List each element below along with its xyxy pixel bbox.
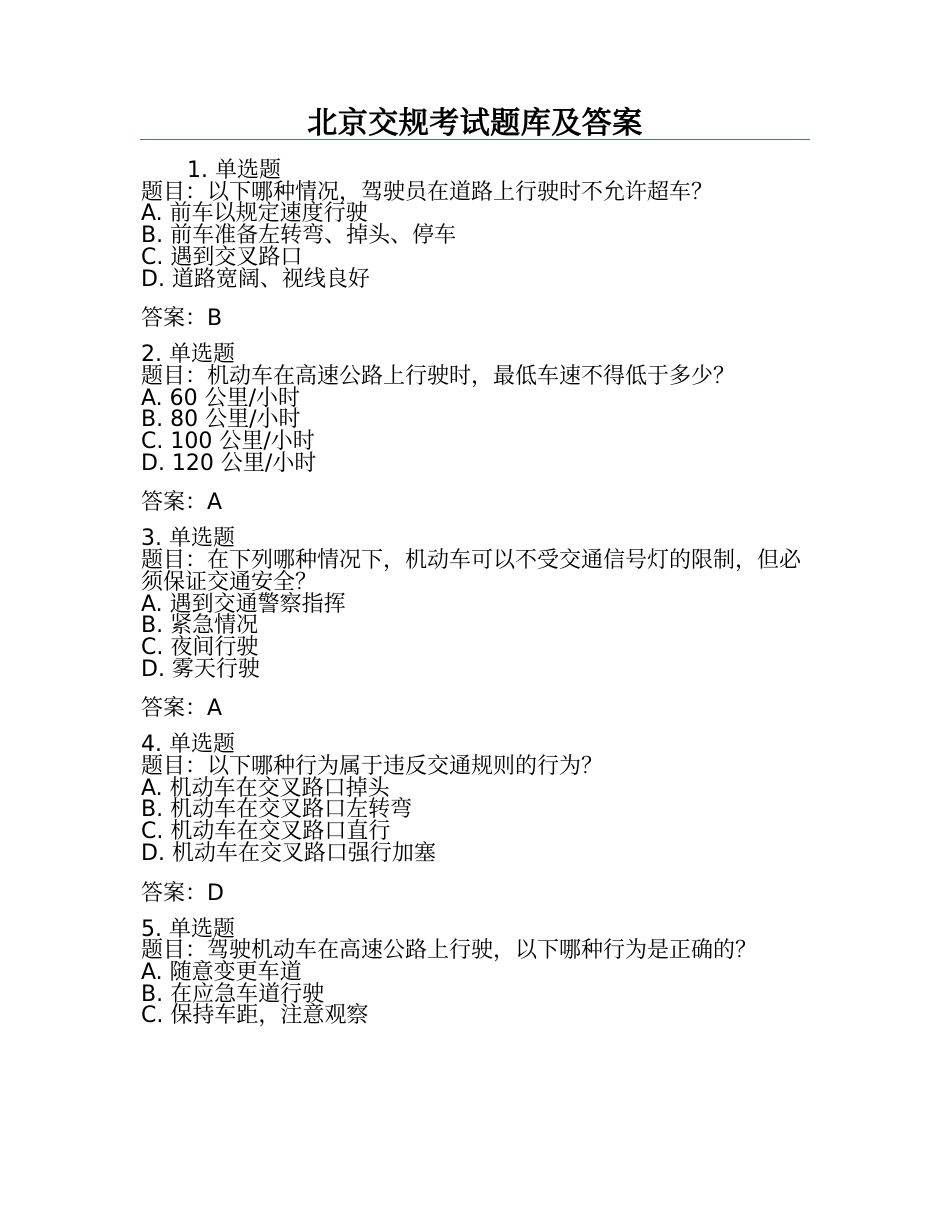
question-stem: 题目：以下哪种行为属于违反交通规则的行为？: [141, 754, 604, 780]
option-c: C. 保持车距，注意观察: [141, 1003, 369, 1029]
question-type: 5. 单选题: [141, 916, 235, 942]
question-5: [141, 916, 801, 1029]
question-list: [141, 160, 801, 1041]
option-a: A. 前车以规定速度行驶: [141, 201, 368, 227]
question-type: 4. 单选题: [141, 732, 235, 758]
option-d: D. 机动车在交叉路口强行加塞: [141, 840, 436, 866]
answer-text: 答案：A: [141, 696, 223, 722]
question-type: 2. 单选题: [141, 342, 235, 368]
option-b: B. 前车准备左转弯、掉头、停车: [141, 223, 457, 249]
option-b: B. 紧急情况: [141, 613, 259, 639]
option-c: C. 机动车在交叉路口直行: [141, 819, 391, 845]
question-stem: 题目：在下列哪种情况下，机动车可以不受交通信号灯的限制，但必须保证交通安全？: [141, 548, 802, 595]
question-2: [141, 344, 801, 514]
option-d: D. 120 公里/小时: [141, 450, 317, 476]
option-d: D. 道路宽阔、视线良好: [141, 266, 370, 292]
option-a: A. 60 公里/小时: [141, 385, 301, 411]
option-a: A. 遇到交通警察指挥: [141, 591, 346, 617]
title-underline: [140, 139, 810, 140]
question-type: 1. 单选题: [187, 158, 281, 183]
question-stem: 题目：以下哪种情况，驾驶员在道路上行驶时不允许超车？: [141, 179, 714, 205]
question-3: [141, 528, 801, 720]
question-type: 3. 单选题: [141, 526, 235, 552]
question-4: [141, 734, 801, 904]
document-title: 北京交规考试题库及答案: [307, 106, 643, 141]
question-stem: 题目：机动车在高速公路上行驶时，最低车速不得低于多少？: [141, 363, 736, 389]
option-c: C. 遇到交叉路口: [141, 244, 303, 270]
answer-text: 答案：D: [141, 880, 224, 906]
option-c: C. 夜间行驶: [141, 634, 259, 660]
option-a: A. 机动车在交叉路口掉头: [141, 775, 390, 801]
answer-text: 答案：A: [141, 490, 223, 516]
option-a: A. 随意变更车道: [141, 959, 302, 985]
answer-text: 答案：B: [141, 306, 223, 332]
option-c: C. 100 公里/小时: [141, 429, 315, 455]
option-b: B. 80 公里/小时: [141, 407, 301, 433]
option-d: D. 雾天行驶: [141, 656, 260, 682]
option-b: B. 机动车在交叉路口左转弯: [141, 797, 413, 823]
question-stem: 题目：驾驶机动车在高速公路上行驶，以下哪种行为是正确的？: [141, 938, 758, 964]
question-1: [141, 160, 801, 330]
option-b: B. 在应急车道行驶: [141, 981, 325, 1007]
